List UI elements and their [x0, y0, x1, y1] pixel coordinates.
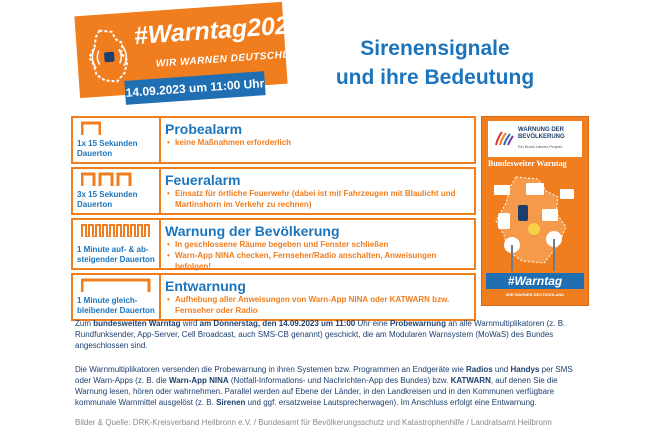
- title-line1: Sirenensignale: [360, 37, 510, 60]
- poster-org: WARNUNG DER BEVÖLKERUNG: [518, 127, 565, 140]
- signal-duration: 1x 15 Sekunden Dauerton: [77, 139, 138, 158]
- signal-title: Feueralarm: [165, 172, 241, 188]
- signal-bullet: • keine Maßnahmen erforderlich: [165, 137, 470, 148]
- bbk-logo-icon: [493, 129, 515, 147]
- banner-date: 14.09.2023 um 11:00 Uhr: [124, 71, 265, 105]
- signal-duration: 3x 15 Sekunden Dauerton: [77, 190, 138, 209]
- signal-duration: 1 Minute gleich-bleibender Dauerton: [77, 296, 155, 315]
- signal-list: [71, 116, 476, 324]
- poster-title: Bundesweiter Warntag: [488, 159, 567, 168]
- signal-bullet: • In geschlossene Räume begeben und Fenster schließen: [165, 239, 470, 250]
- signal-graphic-cell: [73, 220, 161, 268]
- poster-header: [488, 121, 582, 157]
- poster-sub: WIR WARNEN DEUTSCHLAND: [505, 292, 565, 297]
- signal-title: Entwarnung: [165, 278, 246, 294]
- signal-bullet: • Einsatz für örtliche Feuerwehr (dabei ist mit Fahrzeugen mit Blaulicht und Martinshorn im Verkehr zu rechnen): [165, 188, 470, 210]
- signal-row-entwarnung: [71, 273, 476, 321]
- signal-bullet: • Warn-App NINA checken, Fernseher/Radio anschalten, Anweisungen befolgen!: [165, 250, 470, 272]
- banner-hashtag: #Warntag2023: [132, 10, 304, 51]
- wave-signal-icon: [81, 223, 151, 237]
- signal-row-feueralarm: [71, 167, 476, 215]
- signal-graphic-cell: [73, 169, 161, 213]
- poster-hashtag: #Warntag: [486, 273, 584, 289]
- intro-paragraph: Zum bundesweiten Warntag wird am Donnerstag, den 14.09.2023 um 11:00 Uhr eine Probewarnung an alle Warnmultiplikatoren (z. B. Rundfunksender, App-Server, Cell Broadcast, auch SMS-CB genannt) geschickt, die am Modularen Warnsystem (MoWaS) des Bundes angeschlossen sind.: [75, 319, 566, 350]
- germany-map-devices-illustration: [486, 173, 584, 275]
- signal-row-probealarm: [71, 116, 476, 164]
- signal-graphic-cell: [73, 118, 161, 162]
- details-paragraph: Die Warnmultiplikatoren versenden die Probewarnung in ihren Systemen bzw. Programmen an Endgeräte wie Radios und Handys per SMS oder Warn-Apps (z. B. die Warn-App NINA (Notfall-Informations- und Nachrichten-App des Bundes) bzw. KATWARN, auf denen Sie die Warnung lesen, hören oder wahrnehmen. Parallel werden auf Ebene der Länder, in den Landkreisen und in den Kommunen verfügbare kommunale Warnmittel ausgelöst (z. B. Sirenen und ggf. ersatzweise Lautsprecherwagen). Im Anschluss erfolgt eine Entwarnung.: [75, 365, 573, 407]
- signal-title: Warnung der Bevölkerung: [165, 223, 340, 239]
- signal-row-warnung: [71, 218, 476, 270]
- banner-subline: WIR WARNEN DEUTSCHLAND: [155, 47, 313, 70]
- signal-duration: 1 Minute auf- & ab-steigender Dauerton: [77, 245, 155, 264]
- warntag-poster: [481, 116, 589, 306]
- germany-map-siren-icon: [85, 27, 133, 86]
- page-title: [305, 34, 565, 92]
- signal-graphic-cell: [73, 275, 161, 319]
- long-tone-signal-icon: [81, 278, 151, 292]
- one-pulse-signal-icon: [81, 121, 101, 135]
- title-line2: und ihre Bedeutung: [335, 66, 535, 89]
- source-credit: Bilder & Quelle: DRK-Kreisverband Heilbronn e.V. / Bundesamt für Bevölkerungsschutz und Katastrophenhilfe / Landratsamt Heilbronn: [75, 418, 552, 427]
- poster-org-sub: Ein Bund-Länder-Projekt: [518, 144, 562, 149]
- signal-title: Probealarm: [165, 121, 243, 137]
- signal-bullet: • Aufhebung aller Anweisungen von Warn-App NINA oder KATWARN bzw. Fernseher oder Radio: [165, 294, 470, 316]
- three-pulse-signal-icon: [81, 172, 133, 186]
